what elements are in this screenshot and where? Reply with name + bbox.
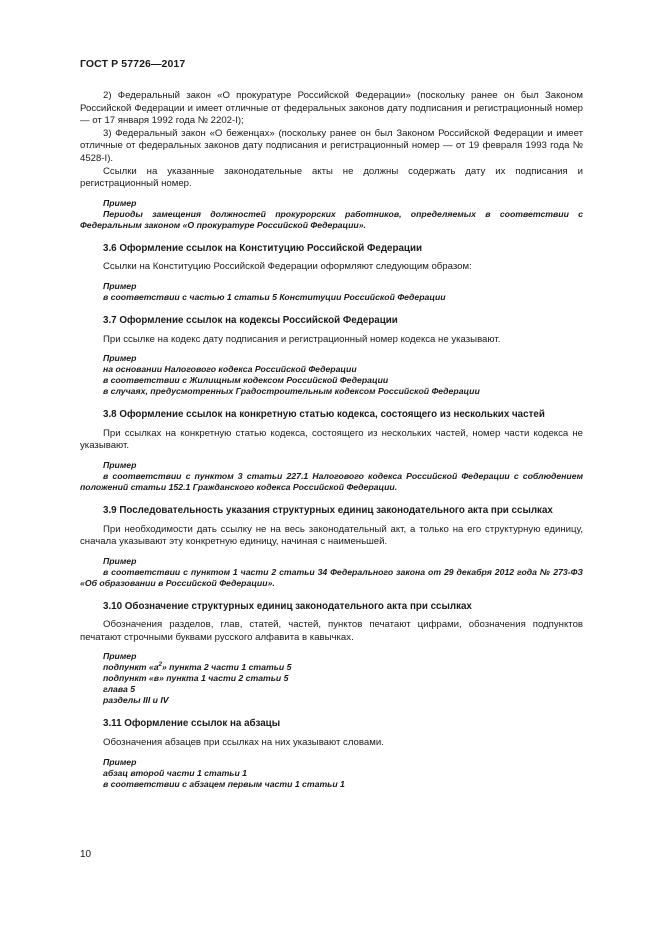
example-label: Пример — [103, 459, 137, 470]
example-line-start: подпункт «а — [103, 662, 159, 673]
example-block — [80, 353, 583, 397]
example-block — [80, 651, 583, 706]
section-3-8-text: При ссылках на конкретную статью кодекса, состоящего из нескольких частей, номер части кодекса не указывают. — [80, 427, 583, 452]
section-3-6-text: Ссылки на Конституцию Российской Федерации оформляют следующим образом: — [103, 261, 472, 273]
example-line: на основании Налогового кодекса Российской Федерации — [103, 364, 357, 375]
example-block — [80, 281, 583, 303]
example-label: Пример — [103, 756, 137, 767]
section-3-11-text: Обозначения абзацев при ссылках на них указывают словами. — [103, 737, 384, 749]
example-line: разделы III и IV — [103, 695, 169, 706]
example-line — [103, 662, 583, 673]
section-3-6-title: 3.6 Оформление ссылок на Конституцию Российской Федерации — [103, 242, 422, 254]
example-block — [80, 757, 583, 790]
example-line: подпункт «в» пункта 1 части 2 статьи 5 — [103, 673, 289, 684]
page-header: ГОСТ Р 57726—2017 — [80, 58, 186, 70]
section-3-9-text: При необходимости дать ссылку не на весь законодательный акт, а только на его структурную единицу, сначала указывают эту конкретную единицу, начиная с наименьшей. — [80, 523, 583, 548]
example-text: Периоды замещения должностей прокурорских работников, определяемых в соответствии с Федеральным законом «О прокуратуре Российской Федерации». — [80, 208, 583, 230]
example-text: в соответствии с пунктом 1 части 2 статьи 34 Федерального закона от 29 декабря 2012 года № 273-ФЗ «Об образовании в Российской Федерации». — [80, 566, 583, 588]
section-3-8-title: 3.8 Оформление ссылок на конкретную статью кодекса, состоящего из нескольких частей — [103, 409, 545, 421]
section-3-11-title: 3.11 Оформление ссылок на абзацы — [103, 718, 281, 730]
section-3-7-text: При ссылке на кодекс дату подписания и регистрационный номер кодекса не указывают. — [103, 333, 501, 345]
intro-item-3: 3) Федеральный закон «О беженцах» (поскольку ранее он был Законом Российской Федерации и имеет отличные от федеральных законов дату подписания и регистрационный номер — от 19 февраля 1993 года № 4528-I). — [80, 127, 583, 164]
example-line-end: » пункта 2 части 1 статьи 5 — [161, 662, 292, 673]
example-label: Пример — [103, 651, 137, 662]
example-label: Пример — [103, 197, 137, 208]
example-block — [80, 460, 583, 493]
example-line: абзац второй части 1 статьи 1 — [103, 767, 248, 778]
section-3-7-title: 3.7 Оформление ссылок на кодексы Российской Федерации — [103, 314, 398, 326]
example-label: Пример — [103, 353, 137, 364]
example-line: в соответствии с абзацем первым части 1 статьи 1 — [103, 778, 345, 789]
section-3-10-title: 3.10 Обозначение структурных единиц законодательного акта при ссылках — [103, 600, 472, 612]
intro-note: Ссылки на указанные законодательные акты не должны содержать дату их подписания и регистрационный номер. — [80, 165, 583, 190]
intro-item-2: 2) Федеральный закон «О прокуратуре Российской Федерации» (поскольку ранее он был Законом Российской Федерации и имеет отличные от федеральных законов дату подписания и регистрационный номер — от 17 января 1992 года № 2202-I); — [80, 90, 583, 127]
section-3-10-text: Обозначения разделов, глав, статей, частей, пунктов печатают цифрами, обозначения подпунктов печатают строчными буквами русского алфавита в кавычках. — [80, 619, 583, 643]
example-line: в соответствии с частью 1 статьи 5 Конституции Российской Федерации — [103, 291, 446, 302]
document-body — [80, 90, 583, 790]
example-line: в соответствии с Жилищным кодексом Российской Федерации — [103, 375, 389, 386]
example-block — [80, 556, 583, 589]
page-number: 10 — [80, 849, 92, 860]
superscript: 2 — [158, 662, 162, 669]
example-block — [80, 198, 583, 231]
example-label: Пример — [103, 555, 137, 566]
example-label: Пример — [103, 280, 137, 291]
example-line: глава 5 — [103, 684, 136, 695]
example-text: в соответствии с пунктом 3 статьи 227.1 Налогового кодекса Российской Федерации с соблюдением положений статьи 152.1 Гражданского кодекса Российской Федерации. — [80, 470, 583, 492]
section-3-9-title: 3.9 Последовательность указания структурных единиц законодательного акта при ссылках — [103, 504, 553, 516]
example-line: в случаях, предусмотренных Градостроительным кодексом Российской Федерации — [103, 386, 480, 397]
